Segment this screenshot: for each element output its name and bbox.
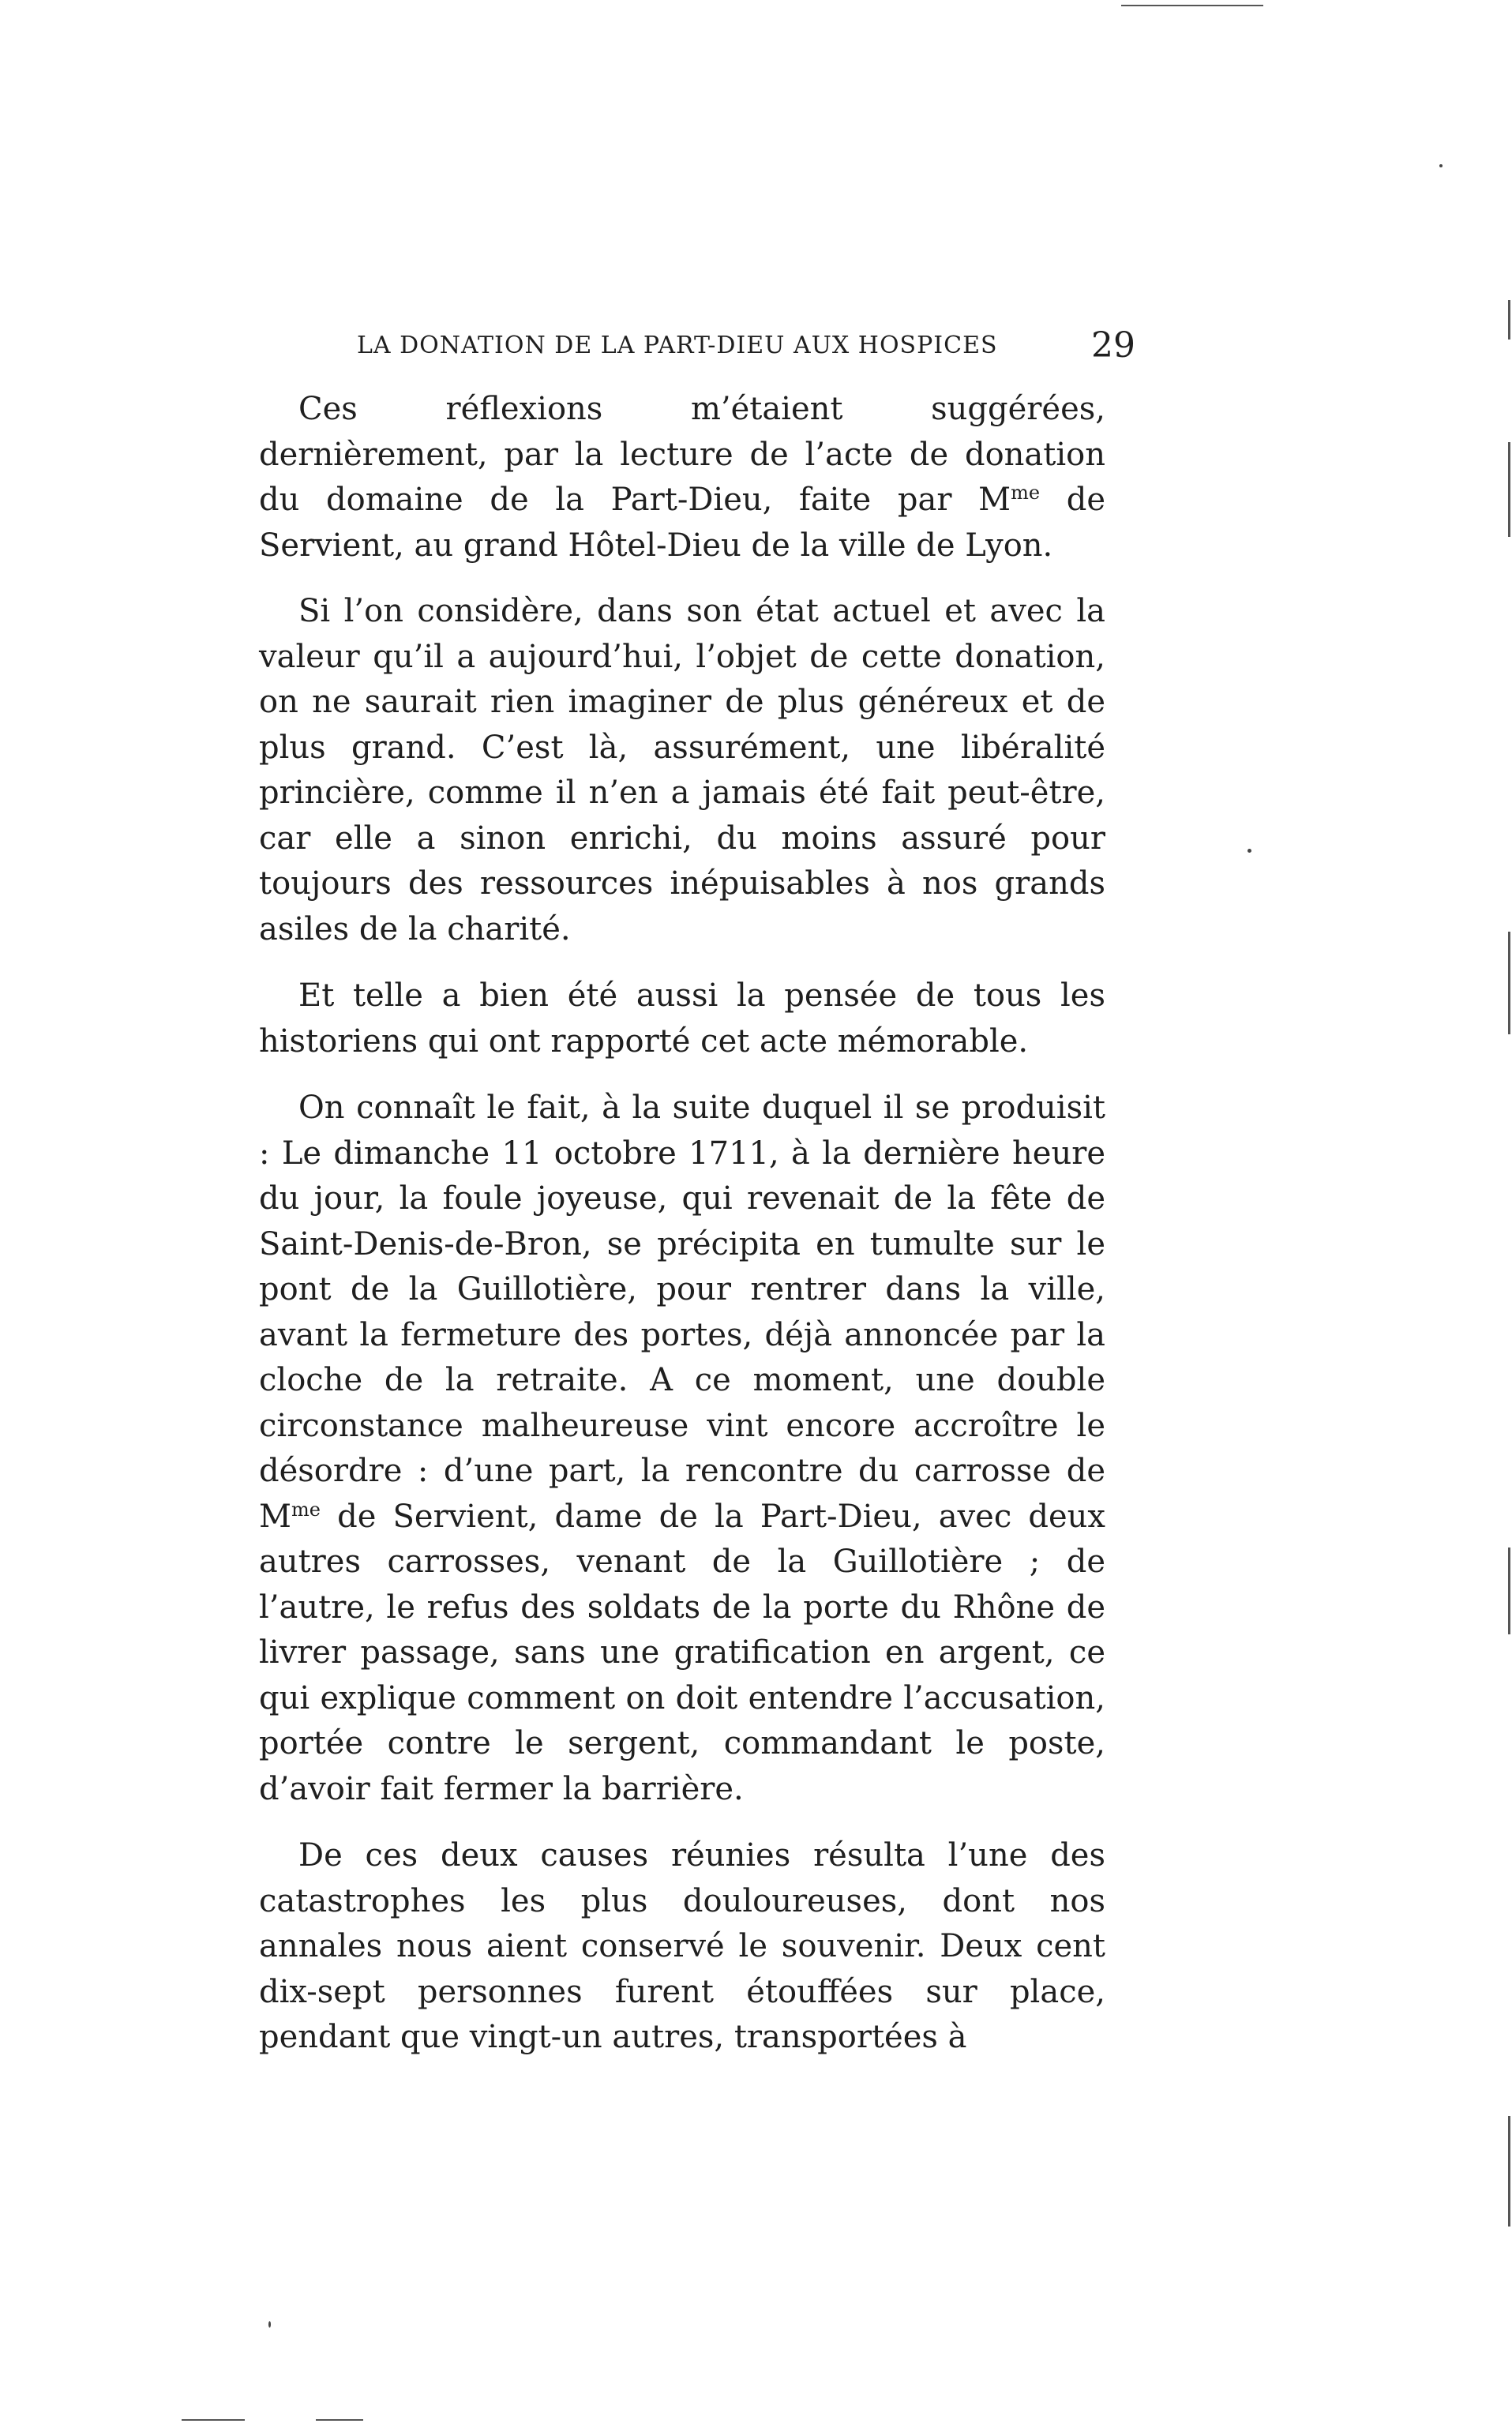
scan-edge-mark: [1508, 932, 1510, 1034]
paragraph-4-start: On connaît le fait, à la suite duquel il se produisit : Le dimanche 11 octobre 1711, à la dernière heure du jour, la foule joyeuse, qui revenait de la fête de Saint-Denis-de-Bron, se précipita en tumulte sur le pont de la Guillotière, pour rentrer dans la ville, avant la fermeture des portes, déjà annoncée par la cloche de la retraite. A ce moment, une double circonstance malheureuse vint encore accroître le désordre : d’une part, la rencontre du carrosse de M: [259, 1090, 1105, 1535]
superscript-me: me: [1011, 482, 1041, 504]
scan-edge-mark: [1508, 2116, 1510, 2227]
scan-edge-mark: [1508, 442, 1510, 537]
page-number: 29: [1091, 325, 1135, 366]
running-title: LA DONATION DE LA PART-DIEU AUX HOSPICES: [357, 332, 998, 359]
dust-speck: [1247, 849, 1251, 853]
scan-bottom-line: [316, 2419, 363, 2421]
dust-speck: [1439, 164, 1443, 167]
paragraph-2: Si l’on considère, dans son état actuel et avec la valeur qu’il a aujourd’hui, l’objet de cette donation, on ne saurait rien imaginer de plus généreux et de plus grand. C’est là, assurément, une libéralité princière, comme il n’en a jamais été fait peut-être, car elle a sinon enrichi, du moins assuré pour toujours des ressources inépuisables à nos grands asiles de la charité.: [259, 593, 1105, 947]
paragraph-4: [259, 1086, 1105, 1812]
dust-speck: [268, 2321, 271, 2328]
scan-bottom-line: [182, 2419, 245, 2421]
body-text: [259, 387, 1105, 2082]
running-head: [357, 322, 1135, 370]
paragraph-5: De ces deux causes réunies résulta l’une des catastrophes les plus douloureuses, dont nos annales nous aient conservé le souvenir. Deux cent dix-sept personnes furent étouffées sur place, pendant que vingt-un autres, transportées à: [259, 1837, 1105, 2055]
paragraph-1: [259, 387, 1105, 568]
paragraph-1-end: de Servient, au grand Hôtel-Dieu de la ville de Lyon.: [259, 482, 1105, 564]
paragraph-4-end: de Servient, dame de la Part-Dieu, avec deux autres carrosses, venant de la Guillotière ; de l’autre, le refus des soldats de la porte du Rhône de livrer passage, sans une gratification en argent, ce qui explique comment on doit entendre l’accusation, portée contre le sergent, commandant le poste, d’avoir fait fermer la barrière.: [259, 1498, 1105, 1807]
scan-top-line: [1121, 5, 1263, 6]
scan-edge-mark: [1508, 1548, 1510, 1634]
paragraph-3: Et telle a bien été aussi la pensée de tous les historiens qui ont rapporté cet acte mémorable.: [259, 977, 1105, 1060]
scan-edge-mark: [1508, 300, 1510, 340]
superscript-me: me: [291, 1498, 321, 1521]
paragraph-1-start: Ces réflexions m’étaient suggérées, dernièrement, par la lecture de l’acte de donation du domaine de la Part-Dieu, faite par M: [259, 391, 1105, 518]
